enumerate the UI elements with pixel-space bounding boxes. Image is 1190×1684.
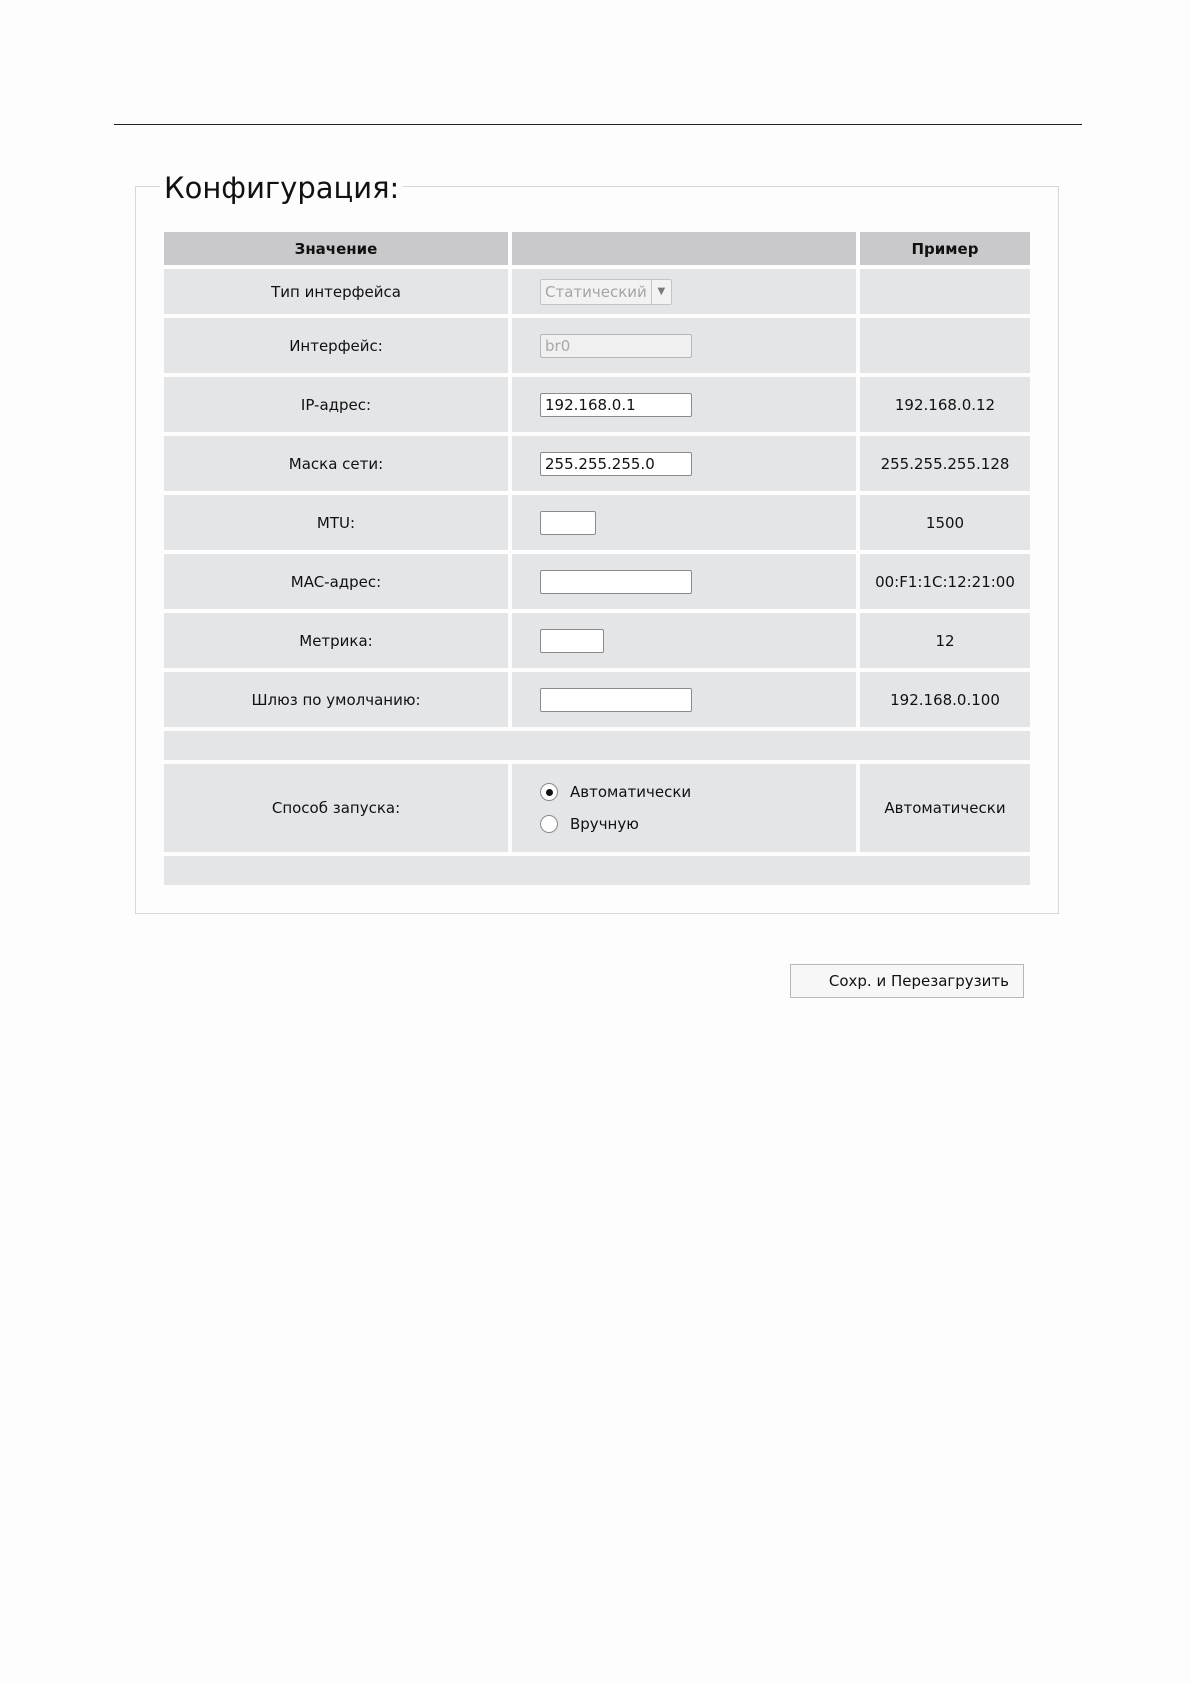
metric-example: 12 [860,613,1030,668]
spacer-row [164,731,1030,760]
metric-input[interactable] [540,629,604,653]
startup-mode-radio-group [540,783,691,833]
mtu-input[interactable] [540,511,596,535]
chevron-down-icon: ▼ [651,280,671,304]
ip-address-example: 192.168.0.12 [860,377,1030,432]
page-title: Конфигурация: [160,168,403,208]
startup-mode-example: Автоматически [860,764,1030,852]
netmask-example: 255.255.255.128 [860,436,1030,491]
mtu-example: 1500 [860,495,1030,550]
top-divider [114,124,1082,125]
interface-example [860,318,1030,373]
row-default-gateway [164,672,1030,727]
mac-address-input[interactable] [540,570,692,594]
default-gateway-input[interactable] [540,688,692,712]
metric-label: Метрика: [164,613,508,668]
default-gateway-example: 192.168.0.100 [860,672,1030,727]
radio-checked-icon[interactable] [540,783,558,801]
row-interface [164,318,1030,373]
interface-type-value: Статический [545,282,647,301]
spacer-row [164,856,1030,885]
radio-option-manual[interactable] [540,815,691,833]
interface-label: Интерфейс: [164,318,508,373]
mac-address-label: MAC-адрес: [164,554,508,609]
radio-option-automatic[interactable] [540,783,691,801]
ip-address-input[interactable] [540,393,692,417]
default-gateway-label: Шлюз по умолчанию: [164,672,508,727]
radio-label-automatic: Автоматически [570,783,692,801]
save-and-reboot-button[interactable]: Сохр. и Перезагрузить [790,964,1024,998]
row-interface-type [164,269,1030,314]
radio-label-manual: Вручную [570,815,639,833]
netmask-input[interactable] [540,452,692,476]
row-metric [164,613,1030,668]
row-ip-address [164,377,1030,432]
netmask-label: Маска сети: [164,436,508,491]
table-header-row [164,232,1030,265]
mac-address-example: 00:F1:1C:12:21:00 [860,554,1030,609]
mtu-label: MTU: [164,495,508,550]
header-example: Пример [860,232,1030,265]
interface-type-select[interactable] [540,279,672,305]
header-value: Значение [164,232,508,265]
interface-type-label: Тип интерфейса [164,269,508,314]
row-mac-address [164,554,1030,609]
interface-input [540,334,692,358]
row-mtu [164,495,1030,550]
row-netmask [164,436,1030,491]
interface-type-example [860,269,1030,314]
configuration-table [164,232,1030,889]
ip-address-label: IP-адрес: [164,377,508,432]
header-input [512,232,856,265]
radio-unchecked-icon[interactable] [540,815,558,833]
startup-mode-label: Способ запуска: [164,764,508,852]
row-startup-mode [164,764,1030,852]
